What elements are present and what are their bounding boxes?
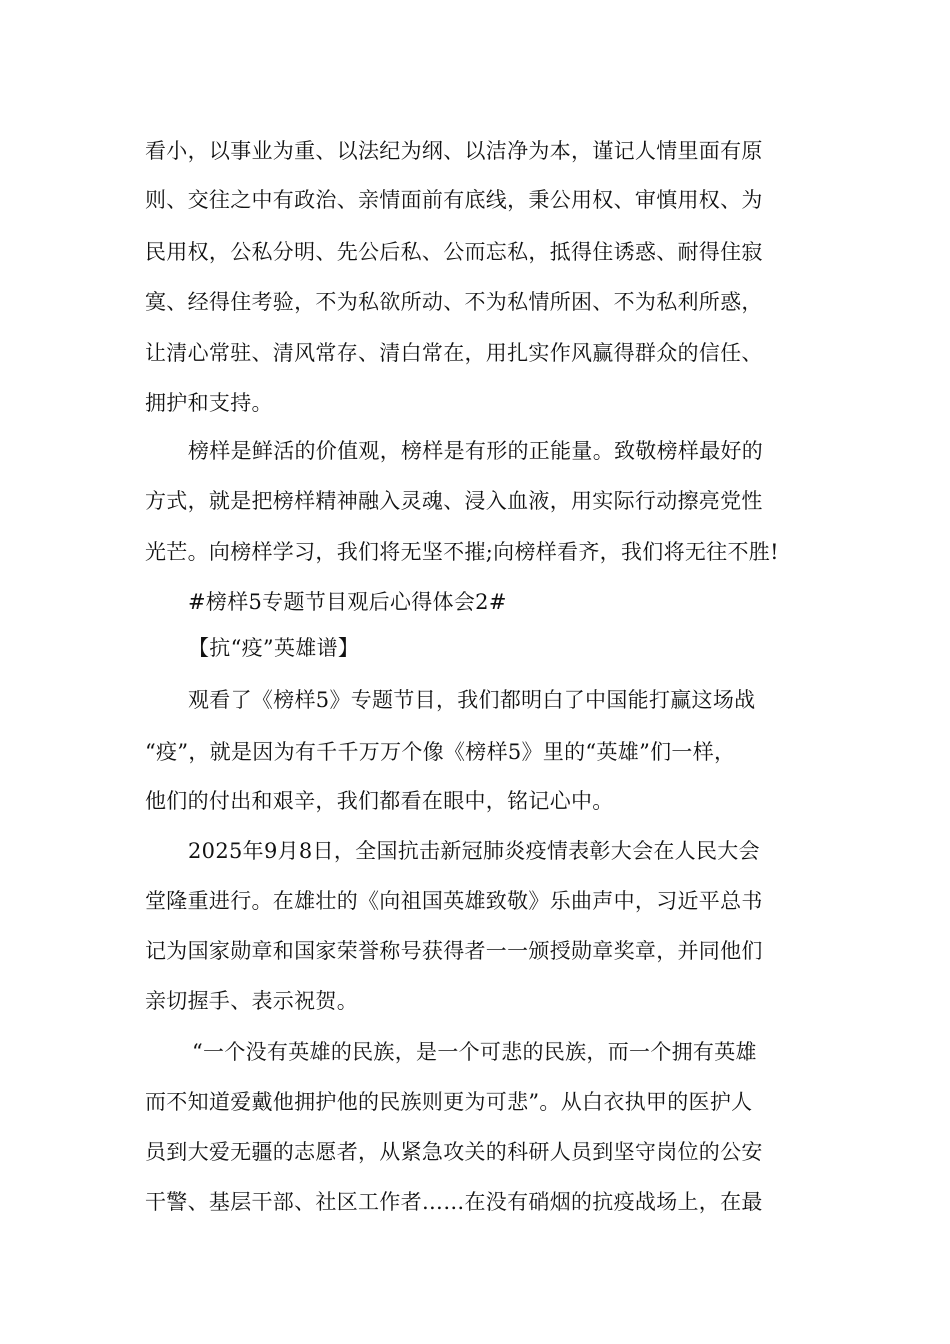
text-line: 让清心常驻、清风常存、清白常在，用扎实作风赢得群众的信任、 (145, 341, 763, 365)
text-line: “疫”，就是因为有千千万万个像《榜样5》里的“英雄”们一样， (145, 740, 736, 764)
text-line: 观看了《榜样5》专题节目，我们都明白了中国能打赢这场战 (188, 688, 756, 712)
text-line: “一个没有英雄的民族，是一个可悲的民族，而一个拥有英雄 (192, 1040, 757, 1064)
section-heading: #榜样5专题节目观后心得体会2# (188, 590, 507, 614)
text-line: 拥护和支持。 (145, 391, 273, 415)
subheading: 【抗“疫”英雄谱】 (188, 636, 360, 660)
text-line: 干警、基层干部、社区工作者……在没有硝烟的抗疫战场上，在最 (145, 1190, 763, 1214)
text-line: 看小，以事业为重、以法纪为纲、以洁净为本，谨记人情里面有原 (145, 139, 763, 163)
text-line: 则、交往之中有政治、亲情面前有底线，秉公用权、审慎用权、为 (145, 188, 763, 212)
text-line: 光芒。向榜样学习，我们将无坚不摧;向榜样看齐，我们将无往不胜! (145, 540, 779, 564)
text-line: 员到大爱无疆的志愿者，从紧急攻关的科研人员到坚守岗位的公安 (145, 1140, 763, 1164)
text-line: 记为国家勋章和国家荣誉称号获得者一一颁授勋章奖章，并同他们 (145, 939, 763, 963)
text-line: 而不知道爱戴他拥护他的民族则更为可悲”。从白衣执甲的医护人 (145, 1090, 753, 1114)
text-line: 堂隆重进行。在雄壮的《向祖国英雄致敬》乐曲声中，习近平总书 (145, 889, 763, 913)
text-line: 方式，就是把榜样精神融入灵魂、浸入血液，用实际行动擦亮党性 (145, 489, 763, 513)
text-line: 民用权，公私分明、先公后私、公而忘私，抵得住诱惑、耐得住寂 (145, 240, 763, 264)
text-line: 2025年9月8日，全国抗击新冠肺炎疫情表彰大会在人民大会 (188, 839, 760, 863)
text-line: 榜样是鲜活的价值观，榜样是有形的正能量。致敬榜样最好的 (188, 439, 764, 463)
text-line: 寞、经得住考验，不为私欲所动、不为私情所困、不为私利所惑， (145, 290, 763, 314)
text-line: 亲切握手、表示祝贺。 (145, 989, 358, 1013)
text-line: 他们的付出和艰辛，我们都看在眼中，铭记心中。 (145, 789, 614, 813)
